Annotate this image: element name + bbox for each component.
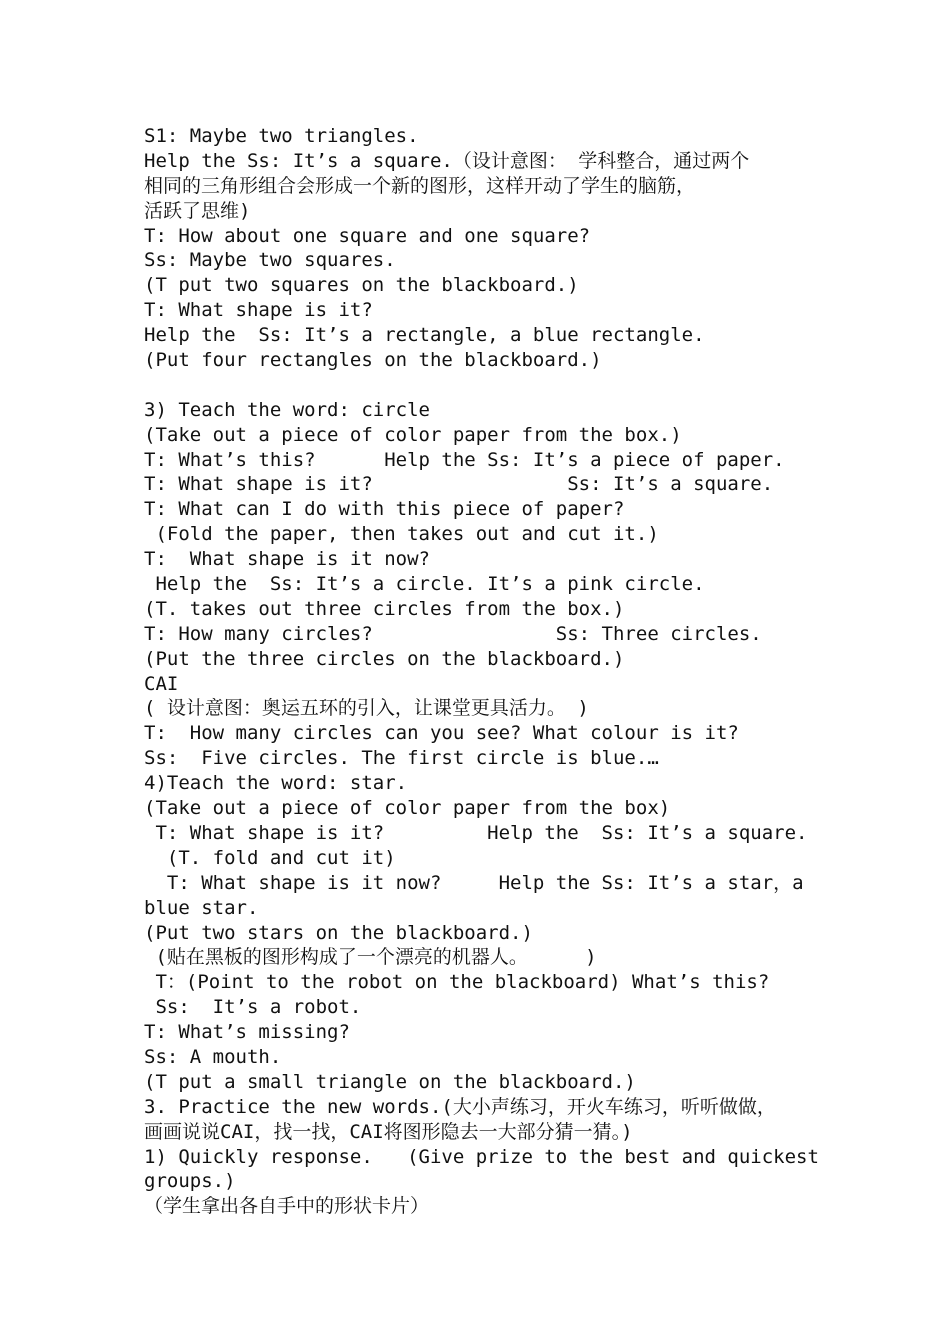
text-line: 活跃了思维) — [144, 199, 251, 222]
text-line: Ss: A mouth. — [144, 1045, 282, 1068]
text-line: (Put four rectangles on the blackboard.) — [144, 349, 602, 372]
text-line: T: What shape is it? Ss: It’s a square. — [144, 473, 774, 496]
text-line: S1: Maybe two triangles. — [144, 125, 419, 147]
text-line: ( 设计意图：奥运五环的引入，让课堂更具活力。 ) — [144, 697, 589, 720]
text-line: (T put two squares on the blackboard.) — [144, 274, 579, 297]
text-line: T: What shape is it? — [144, 299, 373, 322]
text-line: Ss: It’s a robot. — [144, 996, 362, 1019]
text-line: 1) Quickly response. (Give prize to the best and quickest — [144, 1145, 819, 1168]
text-line: (贴在黑板的图形构成了一个漂亮的机器人。 ) — [144, 946, 597, 969]
text-line: (Fold the paper, then takes out and cut it.) — [144, 523, 659, 546]
text-line: T: What shape is it? Help the Ss: It’s a square. — [144, 821, 808, 844]
text-line: Help the Ss: It’s a square.（设计意图： 学科整合，通过两个 — [144, 149, 750, 172]
text-line: (Take out a piece of color paper from the box) — [144, 797, 671, 820]
text-line: T: How many circles can you see? What colour is it? — [144, 722, 739, 745]
text-line: Help the Ss: It’s a circle. It’s a pink circle. — [144, 573, 705, 596]
text-line: (Put the three circles on the blackboard.) — [144, 647, 625, 670]
text-line: blue star. — [144, 896, 259, 919]
text-line: T: What shape is it now? Help the Ss: It’s a star，a — [144, 871, 804, 894]
text-line: T：(Point to the robot on the blackboard) What’s this? — [144, 971, 770, 994]
text-line: groups.) — [144, 1170, 236, 1193]
text-line: T: How many circles? Ss: Three circles. — [144, 622, 762, 645]
document-body — [144, 124, 824, 1219]
text-line: T: What’s missing? — [144, 1021, 350, 1044]
section-heading-practice: 3. Practice the new words.(大小声练习，开火车练习，听听做做， — [144, 1095, 776, 1118]
text-line: T: What’s this? Help the Ss: It’s a piece of paper. — [144, 448, 785, 471]
text-line: T: What can I do with this piece of paper? — [144, 498, 625, 521]
text-line: Ss: Five circles. The first circle is blue.… — [144, 747, 659, 770]
text-line: CAI — [144, 672, 179, 695]
text-line: Ss: Maybe two squares. — [144, 249, 396, 272]
text-line: (T. fold and cut it) — [144, 846, 396, 869]
section-heading-star: 4)Teach the word: star. — [144, 772, 408, 795]
text-line: (Take out a piece of color paper from the box.) — [144, 423, 682, 446]
text-line: 相同的三角形组合会形成一个新的图形，这样开动了学生的脑筋， — [144, 174, 696, 197]
text-line: （学生拿出各自手中的形状卡片） — [144, 1195, 430, 1218]
text-line: (T. takes out three circles from the box.) — [144, 597, 625, 620]
blank-line — [144, 373, 824, 398]
section-heading-circle: 3) Teach the word: circle — [144, 398, 430, 421]
text-line: (Put two stars on the blackboard.) — [144, 921, 533, 944]
text-line: (T put a small triangle on the blackboard.) — [144, 1070, 636, 1093]
text-line: 画画说说CAI，找一找，CAI将图形隐去一大部分猜一猜。) — [144, 1120, 633, 1143]
text-line: T: What shape is it now? — [144, 548, 430, 571]
text-line: T: How about one square and one square? — [144, 224, 591, 247]
text-line: Help the Ss: It’s a rectangle, a blue rectangle. — [144, 324, 705, 347]
